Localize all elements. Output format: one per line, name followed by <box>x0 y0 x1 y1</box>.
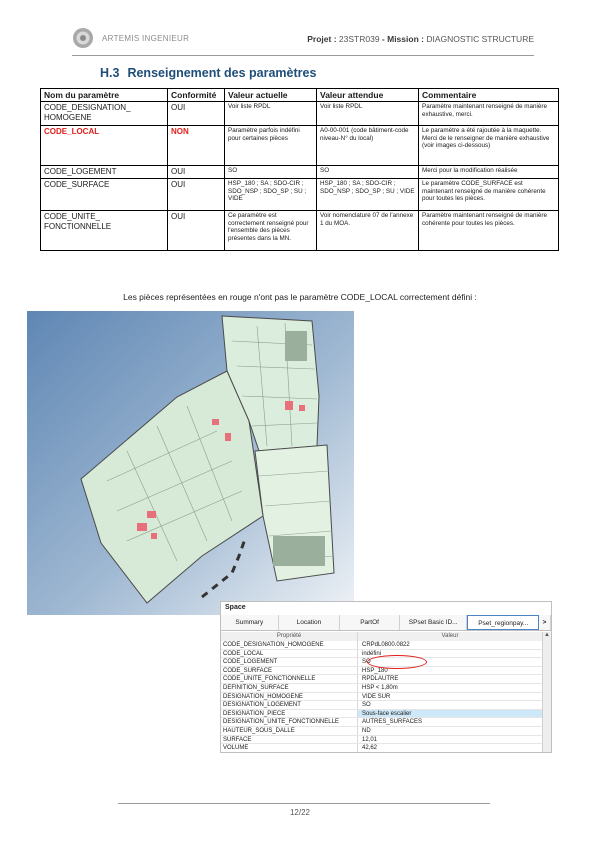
page-number: 12/22 <box>289 808 311 817</box>
property-grid-header <box>221 632 543 641</box>
header-divider <box>72 55 534 56</box>
property-key: CODE_SURFACE <box>221 667 358 675</box>
section-title <box>100 66 316 80</box>
bim-model-view <box>27 311 354 615</box>
properties-panel <box>220 601 552 753</box>
table-row <box>41 211 559 251</box>
col-header-attendue: Valeur attendue <box>317 89 419 102</box>
param-actuelle: Ce paramètre est correctement renseigné pour l'ensemble des pièces présentes dans la MN. <box>225 211 317 251</box>
param-actuelle: Paramètre parfois indéfini pour certaines pièces <box>225 126 317 166</box>
property-key: DESIGNATION_HOMOGENE <box>221 693 358 701</box>
col-header-commentaire: Commentaire <box>419 89 559 102</box>
property-key: VOLUME <box>221 744 358 752</box>
param-conformite: OUI <box>168 211 225 251</box>
property-value: RPDLAUTRE <box>362 676 399 683</box>
artemis-logo-icon <box>72 26 94 50</box>
scroll-up-icon[interactable]: ▲ <box>544 632 550 638</box>
project-line <box>307 34 534 44</box>
property-value: HSP_180 <box>362 667 388 674</box>
param-name: CODE_UNITE_ FONCTIONNELLE <box>41 211 168 251</box>
section-number: H.3 <box>100 66 120 80</box>
property-key: DESIGNATION_LOGEMENT <box>221 701 358 709</box>
param-conformite: OUI <box>168 179 225 211</box>
tab-partof[interactable]: PartOf <box>340 615 400 630</box>
property-key: CODE_UNITE_FONCTIONNELLE <box>221 675 358 683</box>
mission-label: - Mission : <box>381 34 424 44</box>
company-name: ARTEMIS INGENIEUR <box>102 34 190 43</box>
property-key: CODE_LOGEMENT <box>221 658 358 666</box>
param-attendue: Voir nomenclature 07 de l'annexe 1 du MOA. <box>317 211 419 251</box>
property-key: SURFACE <box>221 736 358 744</box>
table-row <box>41 179 559 211</box>
param-commentaire: Merci pour la modification réalisée <box>419 166 559 179</box>
param-conformite: OUI <box>168 166 225 179</box>
param-commentaire: Paramètre maintenant renseigné de manière exhaustive, merci. <box>419 102 559 126</box>
col-value: Valeur <box>358 632 543 641</box>
param-commentaire: Le paramètre a été rajoutée à la maquette. Merci de le renseigner de manière exhaustive (voir images ci-dessous) <box>419 126 559 166</box>
col-property: Propriété <box>221 632 358 641</box>
page-header <box>72 26 534 54</box>
property-row[interactable] <box>221 675 543 684</box>
param-actuelle: HSP_180 ; SA ; SDO-CIR ; SDO_NSP ; SDO_SP ; SU ; VIDE <box>225 179 317 211</box>
property-value: VIDE SUR <box>362 693 391 700</box>
param-attendue: HSP_180 ; SA ; SDO-CIR ; SDO_NSP ; SDO_SP ; SU ; VIDE <box>317 179 419 211</box>
tab-pset-region[interactable]: Pset_regionpay... <box>467 615 539 630</box>
tab-location[interactable]: Location <box>279 615 341 630</box>
property-row[interactable] <box>221 727 543 736</box>
parameter-table <box>40 88 559 251</box>
table-row <box>41 126 559 166</box>
param-conformite: NON <box>168 126 225 166</box>
table-row <box>41 166 559 179</box>
table-row <box>41 102 559 126</box>
projet-label: Projet : <box>307 34 337 44</box>
param-name: CODE_DESIGNATION_ HOMOGENE <box>41 102 168 126</box>
property-key: HAUTEUR_SOUS_DALLE <box>221 727 358 735</box>
property-value: 12,01 <box>362 736 378 743</box>
tab-spset-basic[interactable]: SPset Basic ID... <box>400 615 468 630</box>
panel-scrollbar[interactable] <box>542 632 551 753</box>
param-actuelle: Voir liste RPDL <box>225 102 317 126</box>
param-actuelle: SO <box>225 166 317 179</box>
section-title-text: Renseignement des paramètres <box>127 66 317 80</box>
property-row[interactable] <box>221 693 543 702</box>
highlight-circle <box>367 655 427 669</box>
param-name: CODE_SURFACE <box>41 179 168 211</box>
property-row[interactable] <box>221 718 543 727</box>
property-key: DESIGNATION_PIECE <box>221 710 358 718</box>
property-grid <box>221 632 543 753</box>
property-row[interactable] <box>221 641 543 650</box>
param-commentaire: Le paramètre CODE_SURFACE est maintenant renseigné de manière cohérente pour toutes les pièces. <box>419 179 559 211</box>
property-row[interactable] <box>221 744 543 753</box>
param-conformite: OUI <box>168 102 225 126</box>
param-commentaire: Paramètre maintenant renseigné de manière cohérente pour toutes les pièces. <box>419 211 559 251</box>
tab-summary[interactable]: Summary <box>221 615 279 630</box>
property-value: SO <box>362 659 371 666</box>
property-value: 42,62 <box>362 745 378 752</box>
param-attendue: A0-00-001 (code bâtiment-code niveau-N° du local) <box>317 126 419 166</box>
param-name: CODE_LOCAL <box>41 126 168 166</box>
figure-caption: Les pièces représentées en rouge n'ont pas le paramètre CODE_LOCAL correctement défini : <box>123 292 477 302</box>
property-value: Sous-face escalier <box>358 710 543 718</box>
table-header-row <box>41 89 559 102</box>
param-name: CODE_LOGEMENT <box>41 166 168 179</box>
property-value: HSP < 1,80m <box>362 684 398 691</box>
property-value: ND <box>362 727 371 734</box>
col-header-conformite: Conformité <box>168 89 225 102</box>
property-key: DESIGNATION_UNITE_FONCTIONNELLE <box>221 718 358 726</box>
projet-value: 23STR039 <box>338 34 380 44</box>
property-value: CRPdL0800.0822 <box>362 642 410 648</box>
property-key: CODE_DESIGNATION_HOMOGENE <box>221 641 358 649</box>
col-header-name: Nom du paramètre <box>41 89 168 102</box>
property-row[interactable] <box>221 684 543 693</box>
panel-tabs <box>221 615 551 631</box>
col-header-actuelle: Valeur actuelle <box>225 89 317 102</box>
tabs-next-icon[interactable]: > <box>539 615 551 630</box>
property-row[interactable] <box>221 701 543 710</box>
property-key: CODE_LOCAL <box>221 650 358 658</box>
panel-title: Space <box>221 602 551 615</box>
param-attendue: Voir liste RPDL <box>317 102 419 126</box>
mission-value: DIAGNOSTIC STRUCTURE <box>426 34 534 44</box>
property-row-selected[interactable] <box>221 710 543 719</box>
param-attendue: SO <box>317 166 419 179</box>
property-value: AUTRES_SURFACES <box>362 719 423 726</box>
property-value: indéfini <box>362 650 382 657</box>
property-key: DEFINITION_SURFACE <box>221 684 358 692</box>
property-value: SO <box>362 702 371 709</box>
property-row[interactable] <box>221 736 543 745</box>
footer-divider <box>118 803 490 804</box>
